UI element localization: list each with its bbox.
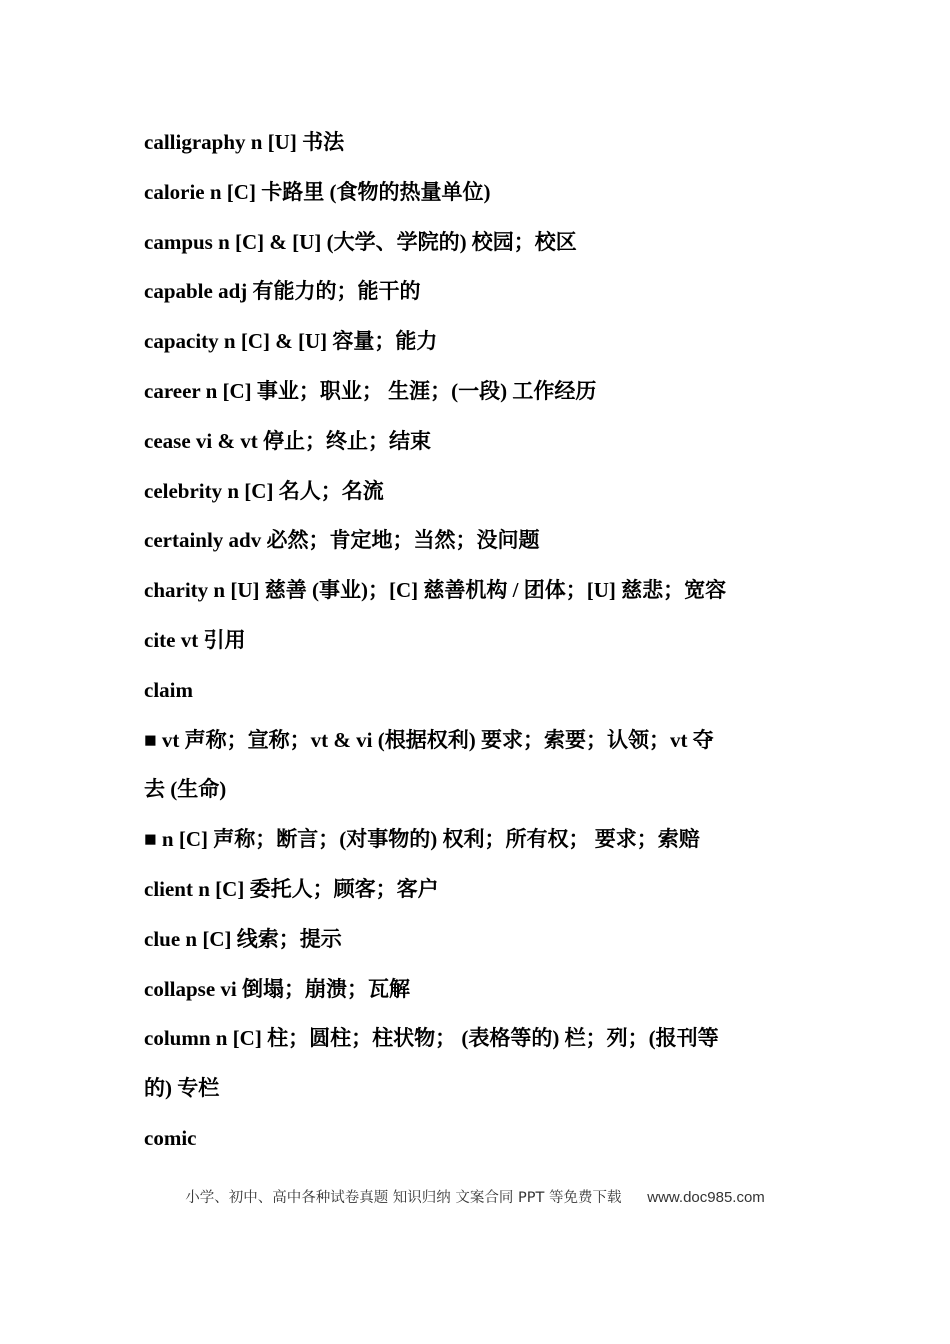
vocab-entry: charity n [U] 慈善 (事业)；[C] 慈善机构 / 团体；[U] 慈悲；宽容	[144, 578, 727, 603]
vocab-entry: cite vt 引用	[144, 627, 246, 652]
vocab-entry: collapse vi 倒塌；崩溃；瓦解	[144, 976, 410, 1001]
vocab-entry: celebrity n [C] 名人；名流	[144, 478, 384, 503]
vocab-entry: capacity n [C] & [U] 容量；能力	[144, 329, 438, 354]
footer-link[interactable]: www.doc985.com	[647, 1189, 765, 1206]
vocab-sense: ■ vt 声称；宣称；vt & vi (根据权利) 要求；索要；认领；vt 夺	[144, 727, 714, 752]
vocab-entry: cease vi & vt 停止；终止；结束	[144, 428, 431, 453]
vocab-entry: comic	[144, 1125, 197, 1150]
vocab-entry: calorie n [C] 卡路里 (食物的热量单位)	[144, 179, 491, 204]
vocab-entry: client n [C] 委托人；顾客；客户	[144, 876, 439, 901]
vocab-entry: clue n [C] 线索；提示	[144, 926, 342, 951]
vocab-entry: certainly adv 必然；肯定地；当然；没问题	[144, 528, 540, 553]
page-footer	[0, 1186, 950, 1207]
vocab-entry-continuation: 的) 专栏	[144, 1076, 220, 1101]
vocab-entry: claim	[144, 677, 193, 702]
vocab-sense-continuation: 去 (生命)	[144, 777, 227, 802]
vocab-entry: career n [C] 事业；职业； 生涯；(一段) 工作经历	[144, 378, 597, 403]
vocab-entry: campus n [C] & [U] (大学、学院的) 校园；校区	[144, 229, 577, 254]
vocab-entry: column n [C] 柱；圆柱；柱状物； (表格等的) 栏；列；(报刊等	[144, 1026, 719, 1051]
footer-text: 小学、初中、高中各种试卷真题 知识归纳 文案合同 PPT 等免费下载	[185, 1190, 622, 1206]
vocab-entry: capable adj 有能力的；能干的	[144, 279, 421, 304]
vocab-sense: ■ n [C] 声称；断言；(对事物的) 权利；所有权； 要求；索赔	[144, 827, 700, 852]
vocab-entry: calligraphy n [U] 书法	[144, 130, 345, 154]
vocabulary-list	[144, 118, 824, 1164]
